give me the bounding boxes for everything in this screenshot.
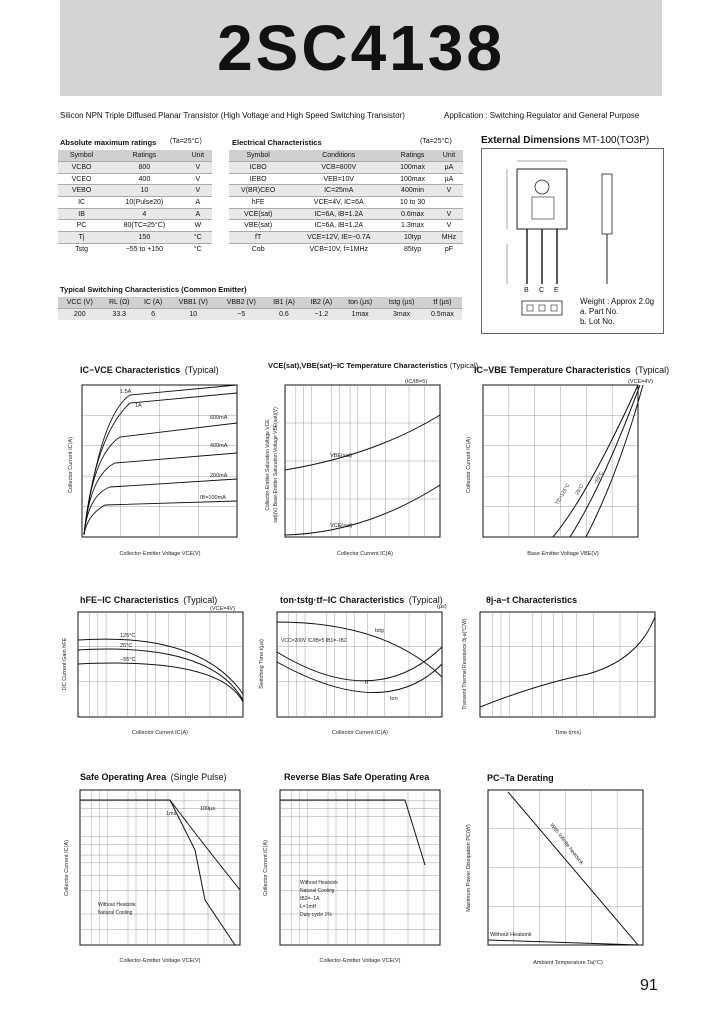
chart-hfe-title: hFE−IC Characteristics (Typical) xyxy=(80,595,218,605)
table-row xyxy=(229,208,463,220)
elec-cell: IC=6A, IB=1.2A xyxy=(287,220,390,232)
x-axis-label: Base-Emitter Voltage VBE(V) xyxy=(527,551,599,557)
switching-header: tstg (µs) xyxy=(380,297,423,309)
table-row xyxy=(58,309,462,320)
ext-dim-heading xyxy=(481,135,649,146)
curve-label: 200mA xyxy=(210,473,228,479)
table-row xyxy=(229,173,463,185)
elec-header: Conditions xyxy=(287,150,390,162)
condition-label: (IC/IB=5) xyxy=(405,379,428,385)
table-row xyxy=(58,232,212,244)
abs-max-cell: V xyxy=(184,162,212,174)
y-axis-label: Collector Current IC(A) xyxy=(466,437,472,493)
plot-frame xyxy=(80,790,240,945)
table-row xyxy=(58,208,212,220)
abs-max-table xyxy=(58,150,212,255)
chart-ic-vbe xyxy=(458,375,658,565)
elec-cell: IEBO xyxy=(229,173,287,185)
abs-max-cell: VCEO xyxy=(58,173,105,185)
curve-label: 125°C xyxy=(120,633,136,639)
y-axis-label: Switching Time t(µs) xyxy=(259,639,265,689)
ic-vbe-curve-125 xyxy=(553,385,638,537)
abs-max-cell: 800 xyxy=(105,162,183,174)
abs-max-cell: 150 xyxy=(105,232,183,244)
x-axis-label: Collector Current IC(A) xyxy=(132,730,188,736)
y-axis-label: sat)(V) Base-Emitter Saturation Voltage VBE(sat)(V) xyxy=(273,407,279,523)
switching-cell: 200 xyxy=(58,309,102,320)
elec-cell: V xyxy=(435,208,463,220)
theta-curve xyxy=(480,617,655,707)
hfe-curve-125 xyxy=(78,639,243,694)
elec-cell: µA xyxy=(435,173,463,185)
elec-cell: VBE(sat) xyxy=(229,220,287,232)
plot-frame xyxy=(78,612,243,717)
elec-cell: Cob xyxy=(229,243,287,254)
switching-cell: 0.5max xyxy=(423,309,462,320)
switching-cell: 1max xyxy=(340,309,380,320)
curve-label: tf xyxy=(365,680,369,686)
curve-label: 1.5A xyxy=(120,389,132,395)
curve-label: 25°C xyxy=(574,483,586,496)
switching-header: VBB2 (V) xyxy=(217,297,265,309)
condition-note: VCC=200V IC/IB=5 IB1=−IB2 xyxy=(281,638,347,644)
chart-theta-title: θj-a−t Characteristics xyxy=(486,595,578,605)
curve-label: Without Heatsink xyxy=(490,932,532,938)
y-axis-label: Collector Current IC(A) xyxy=(68,437,74,493)
elec-cell: VCE(sat) xyxy=(229,208,287,220)
chart-derating xyxy=(458,780,663,975)
elec-cell: fT xyxy=(229,232,287,244)
abs-max-cell: IB xyxy=(58,208,105,220)
elec-cell: VCB=800V xyxy=(287,162,390,174)
part-description: Silicon NPN Triple Diffused Planar Transistor (High Voltage and High Speed Switching Transistor) xyxy=(60,111,405,120)
tstg-curve xyxy=(277,622,442,677)
plot-frame xyxy=(280,790,440,945)
elec-header: Unit xyxy=(435,150,463,162)
elec-cell: 10typ xyxy=(390,232,435,244)
abs-max-cell: 80(TC=25°C) xyxy=(105,220,183,232)
elec-cell: 1.3max xyxy=(390,220,435,232)
elec-cell: MHz xyxy=(435,232,463,244)
curve-label: 1ms xyxy=(166,811,177,817)
abs-max-header: Unit xyxy=(184,150,212,162)
chart-ic-vce-title: IC−VCE Characteristics (Typical) xyxy=(80,365,219,375)
ic-vbe-curve-25 xyxy=(570,385,640,537)
part-no-text: a. Part No. xyxy=(580,307,619,316)
derating-infinite xyxy=(508,792,638,945)
soa-curve-1ms xyxy=(80,800,235,945)
condition-label: (VCE=4V) xyxy=(628,379,653,385)
plot-frame xyxy=(480,612,655,717)
chart-rbsoa xyxy=(255,780,450,975)
elec-cell: 100max xyxy=(390,173,435,185)
elec-cell: ICBO xyxy=(229,162,287,174)
elec-table xyxy=(229,150,463,255)
ic-vce-curve xyxy=(84,423,237,535)
condition-note: Without Heatsink xyxy=(98,902,136,908)
ic-vbe-curve-m55 xyxy=(586,385,643,537)
condition-note: Without Heatsink xyxy=(300,880,338,886)
abs-max-cell: 10 xyxy=(105,185,183,197)
elec-cell: IC=25mA xyxy=(287,185,390,197)
elec-header: Symbol xyxy=(229,150,287,162)
chart-hfe xyxy=(60,602,250,747)
curve-label: 600mA xyxy=(210,415,228,421)
table-row xyxy=(229,243,463,254)
y-axis-label: Maximum Power Dissipation PC(W) xyxy=(466,824,472,912)
curve-label: VBE(sat) xyxy=(330,453,353,459)
abs-max-cell: A xyxy=(184,197,212,209)
switching-cell: −5 xyxy=(217,309,265,320)
package-notes xyxy=(580,297,654,327)
abs-max-cell: 400 xyxy=(105,173,183,185)
curve-label: IB=100mA xyxy=(200,495,226,501)
curve-label: 1A xyxy=(135,403,142,409)
x-axis-label: Time t(ms) xyxy=(554,730,582,736)
elec-cell: hFE xyxy=(229,197,287,209)
x-axis-label: Collector Current IC(A) xyxy=(332,730,388,736)
curve-label: 25°C xyxy=(120,643,133,649)
chart-switch-title: ton·tstg·tf−IC Characteristics (Typical) xyxy=(280,595,443,605)
elec-cell: VCE=12V, IE=−0.7A xyxy=(287,232,390,244)
elec-cell: VCB=10V, f=1MHz xyxy=(287,243,390,254)
curve-label: −55°C xyxy=(592,470,605,486)
curve-label: tstg xyxy=(375,628,384,634)
switching-cell: 3max xyxy=(380,309,423,320)
switching-header: ton (µs) xyxy=(340,297,380,309)
abs-max-cell: °C xyxy=(184,232,212,244)
condition-label: (µs) xyxy=(437,604,447,610)
plot-frame xyxy=(277,612,442,717)
abs-max-cell: V xyxy=(184,173,212,185)
chart-soa xyxy=(60,780,250,975)
table-row xyxy=(58,197,212,209)
weight-text: Weight : Approx 2.0g xyxy=(580,297,655,306)
y-axis-label: Transient Thermal Resistance θj-a(°C/W) xyxy=(462,618,468,710)
elec-cell: 100max xyxy=(390,162,435,174)
switching-cell: 6 xyxy=(137,309,169,320)
switching-header: RL (Ω) xyxy=(102,297,138,309)
condition-note: IB2=−1A xyxy=(300,896,320,902)
switching-cell: 33.3 xyxy=(102,309,138,320)
chart-ic-vce xyxy=(60,375,250,565)
chart-rbsoa-title: Reverse Bias Safe Operating Area xyxy=(284,772,430,782)
elec-header: Ratings xyxy=(390,150,435,162)
elec-cell: V(BR)CEO xyxy=(229,185,287,197)
switching-header: IB1 (A) xyxy=(265,297,302,309)
abs-max-cell: Tj xyxy=(58,232,105,244)
vbe-sat-curve xyxy=(285,415,440,470)
table-row xyxy=(229,232,463,244)
page-number: 91 xyxy=(640,977,658,994)
abs-max-cell: IC xyxy=(58,197,105,209)
pin-label-b: B xyxy=(524,287,529,294)
x-axis-label: Collector-Emitter Voltage VCE(V) xyxy=(119,958,201,964)
switching-header: VBB1 (V) xyxy=(169,297,217,309)
curve-label: ton xyxy=(390,696,398,702)
ic-vce-curve xyxy=(84,385,237,535)
abs-max-cell: 4 xyxy=(105,208,183,220)
elec-condition: (Ta=25°C) xyxy=(420,138,452,145)
ic-vce-curve xyxy=(84,453,237,535)
part-number: 2SC4138 xyxy=(217,12,505,84)
condition-note: L=1mH xyxy=(300,904,317,910)
elec-cell xyxy=(435,197,463,209)
x-axis-label: Ambient Temperature Ta(°C) xyxy=(533,960,603,966)
elec-cell: µA xyxy=(435,162,463,174)
abs-max-cell: −55 to +150 xyxy=(105,243,183,254)
y-axis-label: Collector Current IC(A) xyxy=(263,840,269,896)
switching-cell: 0.6 xyxy=(265,309,302,320)
chart-theta xyxy=(458,602,663,747)
pin-label-c: C xyxy=(539,287,545,294)
condition-label: (VCE=4V) xyxy=(210,606,235,612)
ic-vce-curve xyxy=(84,501,237,535)
elec-cell: V xyxy=(435,220,463,232)
ext-dim-frame xyxy=(481,148,664,334)
hfe-curve-25 xyxy=(78,649,243,700)
y-axis-label: Collector-Emitter Saturation Voltage VCE xyxy=(265,419,271,511)
curve-label: 100µs xyxy=(200,806,216,812)
curve-label: VCE(sat) xyxy=(330,523,353,529)
chart-vsat-title: VCE(sat),VBE(sat)−IC Temperature Characteristics (Typical) xyxy=(268,361,479,370)
switching-header: IB2 (A) xyxy=(303,297,340,309)
table-row xyxy=(58,185,212,197)
abs-max-cell: VEBO xyxy=(58,185,105,197)
curve-label: −55°C xyxy=(120,657,136,663)
elec-title: Electrical Characteristics xyxy=(232,138,322,147)
abs-max-cell: A xyxy=(184,208,212,220)
chart-soa-title: Safe Operating Area (Single Pulse) xyxy=(80,772,227,782)
elec-cell: IC=6A, IB=1.2A xyxy=(287,208,390,220)
abs-max-cell: PC xyxy=(58,220,105,232)
elec-cell: VCE=4V, IC=6A xyxy=(287,197,390,209)
table-row xyxy=(229,185,463,197)
condition-note: Natural Cooling xyxy=(300,888,335,894)
abs-max-cell: VCBO xyxy=(58,162,105,174)
abs-max-cell: 10(Pulse20) xyxy=(105,197,183,209)
lot-no-text: b. Lot No. xyxy=(580,317,615,326)
abs-max-cell: V xyxy=(184,185,212,197)
switching-header: tf (µs) xyxy=(423,297,462,309)
table-row xyxy=(229,162,463,174)
abs-max-condition: (Ta=25°C) xyxy=(170,138,202,145)
switching-header: IC (A) xyxy=(137,297,169,309)
table-row xyxy=(229,197,463,209)
curve-label: With Infinite heatsink xyxy=(548,822,585,867)
pin-label-e: E xyxy=(554,287,559,294)
vce-sat-curve xyxy=(285,485,440,535)
y-axis-label: DC Current Gain hFE xyxy=(62,637,68,691)
derating-no-heatsink xyxy=(488,940,638,945)
abs-max-cell: Tstg xyxy=(58,243,105,254)
chart-ic-vbe-title: IC−VBE Temperature Characteristics (Typical) xyxy=(474,365,670,375)
chart-switch xyxy=(255,602,455,747)
abs-max-header: Symbol xyxy=(58,150,105,162)
elec-cell: pF xyxy=(435,243,463,254)
elec-cell: 0.6max xyxy=(390,208,435,220)
soa-curve-100us xyxy=(170,800,240,890)
curve-label: TC=125°C xyxy=(554,482,572,506)
switching-table xyxy=(58,297,462,320)
table-row xyxy=(58,243,212,254)
abs-max-title: Absolute maximum ratings xyxy=(60,138,157,147)
table-row xyxy=(58,162,212,174)
table-row xyxy=(229,220,463,232)
chart-derating-title: PC−Ta Derating xyxy=(487,773,554,783)
package-name: MT-100(TO3P) xyxy=(582,135,650,146)
title-bar xyxy=(60,0,662,96)
table-row xyxy=(58,220,212,232)
elec-cell: 400min xyxy=(390,185,435,197)
x-axis-label: Collector Current IC(A) xyxy=(337,551,393,557)
condition-note: Natural Cooling xyxy=(98,910,133,916)
switching-cell: −1.2 xyxy=(303,309,340,320)
abs-max-cell: W xyxy=(184,220,212,232)
x-axis-label: Collector-Emitter Voltage VCE(V) xyxy=(319,958,401,964)
chart-vsat xyxy=(255,375,450,565)
switching-header: VCC (V) xyxy=(58,297,102,309)
switching-title: Typical Switching Characteristics (Common Emitter) xyxy=(60,285,247,294)
table-row xyxy=(58,173,212,185)
ext-dim-title: External Dimensions xyxy=(481,135,580,146)
elec-cell: V xyxy=(435,185,463,197)
x-axis-label: Collector-Emitter Voltage VCE(V) xyxy=(119,551,201,557)
elec-cell: 85typ xyxy=(390,243,435,254)
ic-vce-curve xyxy=(84,479,237,535)
switching-cell: 10 xyxy=(169,309,217,320)
abs-max-header: Ratings xyxy=(105,150,183,162)
application-text: Application : Switching Regulator and General Purpose xyxy=(444,111,640,120)
elec-cell: 10 to 30 xyxy=(390,197,435,209)
condition-note: Duty cycle 1% xyxy=(300,912,332,918)
curve-label: 400mA xyxy=(210,443,228,449)
y-axis-label: Collector Current IC(A) xyxy=(64,840,70,896)
abs-max-cell: °C xyxy=(184,243,212,254)
elec-cell: VEB=10V xyxy=(287,173,390,185)
tf-curve xyxy=(277,647,442,681)
